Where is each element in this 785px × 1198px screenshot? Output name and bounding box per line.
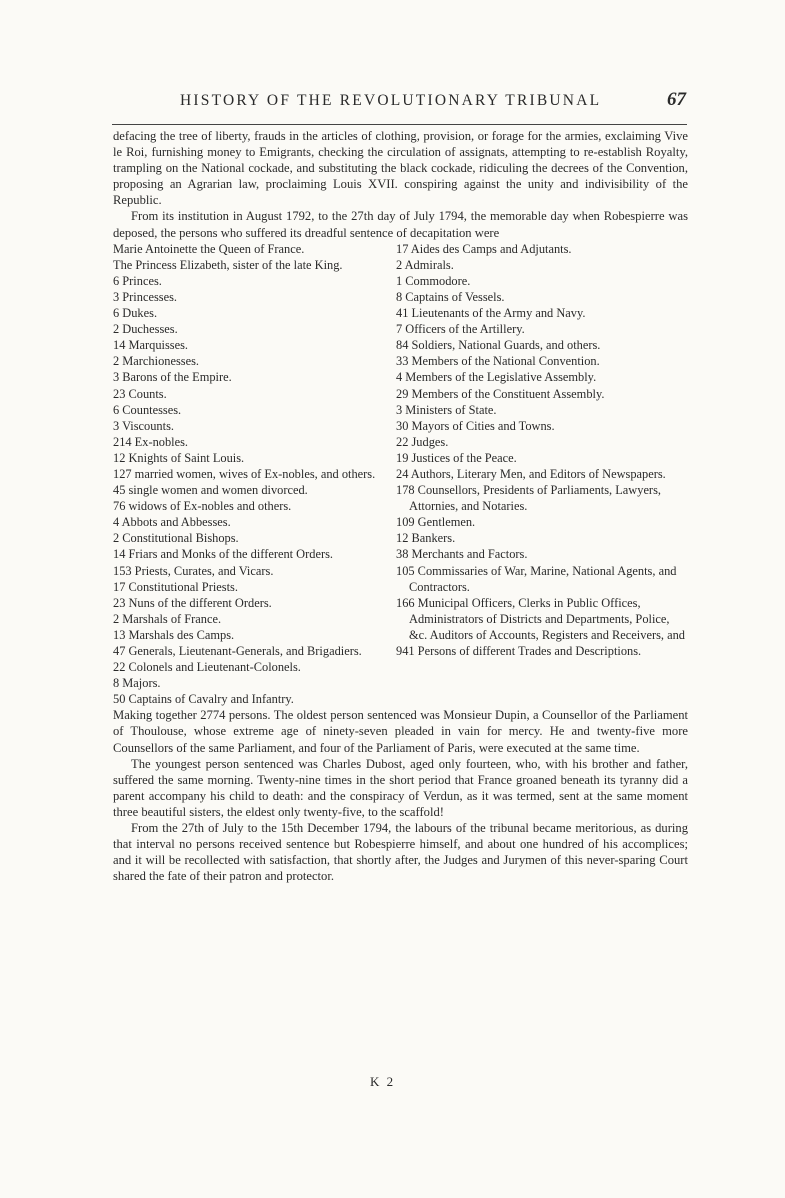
list-item: 2 Duchesses. bbox=[113, 322, 178, 337]
text-block bbox=[113, 128, 688, 884]
list-item: 2 Admirals. bbox=[396, 257, 454, 272]
list-item: 76 widows of Ex-nobles and others. bbox=[113, 499, 292, 514]
list-item: 47 Generals, Lieutenant-Generals, and Brigadiers. bbox=[113, 644, 362, 658]
paragraph-3: Making together 2774 persons. The oldest person sentenced was Monsieur Dupin, a Counsellor of the Parliament of Thoulouse, whose extreme age of ninety-seven pleaded in vain for mercy. He and twenty-five more Counsellors of the same Parliament, and four of the Parliament of Paris, were executed at the same time. bbox=[113, 708, 688, 755]
list-item: 105 Commissaries of War, Marine, National Agents, and Contractors. bbox=[396, 563, 677, 594]
list-item: 12 Knights of Saint Louis. bbox=[113, 450, 245, 465]
right-column bbox=[396, 241, 688, 708]
list-item: Marie Antoinette the Queen of France. bbox=[113, 241, 305, 256]
list-item: 3 Viscounts. bbox=[113, 418, 174, 433]
list-item: 8 Majors. bbox=[113, 676, 161, 691]
list-item: 30 Mayors of Cities and Towns. bbox=[396, 418, 555, 433]
list-item: 19 Justices of the Peace. bbox=[396, 450, 517, 465]
casualty-list bbox=[113, 241, 688, 708]
list-item: 4 Members of the Legislative Assembly. bbox=[396, 370, 597, 385]
list-item: 1 Commodore. bbox=[396, 273, 471, 288]
list-item: 4 Abbots and Abbesses. bbox=[113, 515, 231, 530]
list-item: 166 Municipal Officers, Clerks in Public Offices, Administrators of Districts and Departments, Police, &c. Auditors of Accounts, Registers and Receivers, and bbox=[396, 595, 685, 642]
list-item: 941 Persons of different Trades and Descriptions. bbox=[396, 644, 642, 658]
left-column bbox=[113, 241, 393, 708]
list-item: 41 Lieutenants of the Army and Navy. bbox=[396, 306, 586, 321]
list-item: 84 Soldiers, National Guards, and others. bbox=[396, 338, 601, 353]
list-item: 50 Captains of Cavalry and Infantry. bbox=[113, 692, 294, 707]
list-item: 6 Princes. bbox=[113, 273, 162, 288]
list-item: 214 Ex-nobles. bbox=[113, 434, 189, 449]
list-item: 8 Captains of Vessels. bbox=[396, 289, 505, 304]
list-item: 6 Dukes. bbox=[113, 306, 158, 321]
header-rule bbox=[112, 124, 687, 125]
list-item: 33 Members of the National Convention. bbox=[396, 354, 600, 369]
list-item: 17 Aides des Camps and Adjutants. bbox=[396, 241, 572, 256]
list-item: 38 Merchants and Factors. bbox=[396, 547, 528, 562]
list-item: The Princess Elizabeth, sister of the late King. bbox=[113, 257, 343, 272]
list-item: 13 Marshals des Camps. bbox=[113, 627, 235, 642]
list-item: 23 Counts. bbox=[113, 386, 167, 401]
signature-mark: K 2 bbox=[370, 1074, 396, 1089]
running-title: HISTORY OF THE REVOLUTIONARY TRIBUNAL bbox=[180, 92, 602, 109]
list-item: 22 Judges. bbox=[396, 434, 449, 449]
list-item: 29 Members of the Constituent Assembly. bbox=[396, 386, 605, 401]
list-item: 24 Authors, Literary Men, and Editors of Newspapers. bbox=[396, 466, 666, 481]
list-item: 3 Barons of the Empire. bbox=[113, 370, 232, 385]
list-item: 3 Princesses. bbox=[113, 289, 178, 304]
list-item: 23 Nuns of the different Orders. bbox=[113, 595, 272, 610]
list-item: 2 Marchionesses. bbox=[113, 354, 200, 369]
list-item: 2 Constitutional Bishops. bbox=[113, 531, 239, 546]
paragraph-2: From its institution in August 1792, to the 27th day of July 1794, the memorable day when Robespierre was deposed, the persons who suffered its dreadful sentence of decapitation were bbox=[113, 209, 688, 240]
list-item: 153 Priests, Curates, and Vicars. bbox=[113, 563, 274, 578]
paragraph-1: defacing the tree of liberty, frauds in the articles of clothing, provision, or forage for the armies, exclaiming Vive le Roi, furnishing money to Emigrants, checking the circulation of assignats, attempting to re-establish Royalty, trampling on the National cockade, and substituting the black cockade, ridiculing the decrees of the Convention, proposing an Agrarian law, proclaiming Louis XVII. conspiring against the unity and indivisibility of the Republic. bbox=[113, 129, 688, 208]
list-item: 127 married women, wives of Ex-nobles, and others. bbox=[113, 466, 376, 481]
list-item: 3 Ministers of State. bbox=[396, 402, 497, 417]
running-head bbox=[118, 89, 688, 114]
list-item: 22 Colonels and Lieutenant-Colonels. bbox=[113, 660, 301, 675]
list-item: 2 Marshals of France. bbox=[113, 611, 222, 626]
list-item: 6 Countesses. bbox=[113, 402, 182, 417]
list-item: 12 Bankers. bbox=[396, 531, 456, 546]
list-item: 17 Constitutional Priests. bbox=[113, 579, 238, 594]
list-item: 45 single women and women divorced. bbox=[113, 483, 308, 498]
paragraph-5: From the 27th of July to the 15th December 1794, the labours of the tribunal became meritorious, as during that interval no persons received sentence but Robespierre himself, and about one hundred of his accomplices; and it will be recollected with satisfaction, that shortly after, the Judges and Jurymen of this never-sparing Court shared the fate of their patron and protector. bbox=[113, 821, 688, 884]
list-item: 14 Friars and Monks of the different Orders. bbox=[113, 547, 334, 562]
paragraph-4: The youngest person sentenced was Charles Dubost, aged only fourteen, who, with his brother and father, suffered the same morning. Twenty-nine times in the short period that France groaned beneath its tyranny did a parent accompany his child to death: and the conspiracy of Verdun, as it was termed, sent at the same moment three beautiful sisters, the eldest only twenty-five, to the scaffold! bbox=[113, 756, 688, 819]
list-item: 14 Marquisses. bbox=[113, 338, 189, 353]
list-item: 7 Officers of the Artillery. bbox=[396, 322, 525, 337]
list-item: 178 Counsellors, Presidents of Parliaments, Lawyers, Attornies, and Notaries. bbox=[396, 483, 661, 514]
list-item: 109 Gentlemen. bbox=[396, 515, 476, 530]
page-number: 67 bbox=[667, 89, 686, 110]
